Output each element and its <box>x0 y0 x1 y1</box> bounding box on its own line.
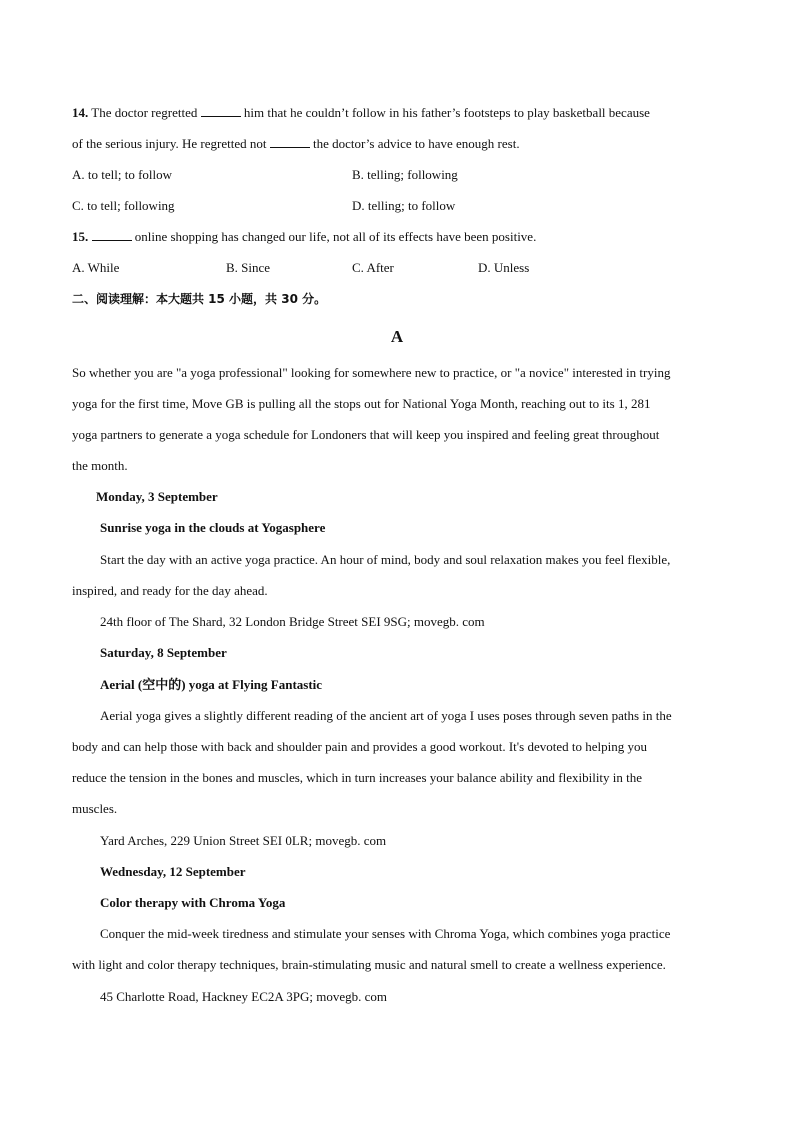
event-description: inspired, and ready for the day ahead. <box>72 583 268 598</box>
event-address: 45 Charlotte Road, Hackney EC2A 3PG; movegb. com <box>100 989 388 1004</box>
question-15-line-1: 15. online shopping has changed our life, not all of its effects have been positive. <box>72 229 537 244</box>
question-14-number: 14. <box>72 105 89 120</box>
question-15-number: 15. <box>72 229 89 244</box>
event-title: Sunrise yoga in the clouds at Yogasphere <box>100 520 326 535</box>
q14-option-b: B. telling; following <box>352 167 458 182</box>
question-14-line-1: 14. The doctor regretted him that he couldn’t follow in his father’s footsteps to play basketball because <box>72 105 650 120</box>
event-description: with light and color therapy techniques, brain-stimulating music and natural smell to create a wellness experience. <box>72 957 666 972</box>
q15-option-b: B. Since <box>226 260 271 275</box>
question-14-line-2: of the serious injury. He regretted not the doctor’s advice to have enough rest. <box>72 136 520 151</box>
passage-label: A <box>390 327 404 346</box>
event-date: Saturday, 8 September <box>100 645 227 660</box>
q14-option-a: A. to tell; to follow <box>72 167 173 182</box>
section-heading: 二、阅读理解：本大题共 15 小题，共 30 分。 <box>72 292 327 306</box>
q15-option-a: A. While <box>72 260 120 275</box>
event-title: Color therapy with Chroma Yoga <box>100 895 286 910</box>
event-description: Start the day with an active yoga practice. An hour of mind, body and soul relaxation makes you feel flexible, <box>100 552 671 567</box>
answer-blank <box>92 229 132 241</box>
event-date: Wednesday, 12 September <box>100 864 246 879</box>
answer-blank <box>201 105 241 117</box>
event-address: 24th floor of The Shard, 32 London Bridge Street SEI 9SG; movegb. com <box>100 614 485 629</box>
q14-option-d: D. telling; to follow <box>352 198 456 213</box>
event-description: Conquer the mid-week tiredness and stimulate your senses with Chroma Yoga, which combines yoga practice <box>100 926 671 941</box>
intro-line: So whether you are "a yoga professional" looking for somewhere new to practice, or "a novice" interested in trying <box>72 365 671 380</box>
intro-line: the month. <box>72 458 128 473</box>
answer-blank <box>270 136 310 148</box>
event-address: Yard Arches, 229 Union Street SEI 0LR; movegb. com <box>100 833 387 848</box>
q15-option-c: C. After <box>352 260 394 275</box>
event-description: muscles. <box>72 801 118 816</box>
event-date: Monday, 3 September <box>96 489 218 504</box>
intro-line: yoga partners to generate a yoga schedule for Londoners that will keep you inspired and feeling great throughout <box>72 427 660 442</box>
q15-option-d: D. Unless <box>478 260 530 275</box>
event-description: Aerial yoga gives a slightly different reading of the ancient art of yoga I uses poses through seven paths in the <box>100 708 672 723</box>
q14-option-c: C. to tell; following <box>72 198 175 213</box>
event-title: Aerial (空中的) yoga at Flying Fantastic <box>100 677 323 692</box>
intro-line: yoga for the first time, Move GB is pulling all the stops out for National Yoga Month, reaching out to its 1, 281 <box>72 396 651 411</box>
event-description: reduce the tension in the bones and muscles, which in turn increases your balance ability and flexibility in the <box>72 770 643 785</box>
event-description: body and can help those with back and shoulder pain and provides a good workout. It's devoted to helping you <box>72 739 647 754</box>
